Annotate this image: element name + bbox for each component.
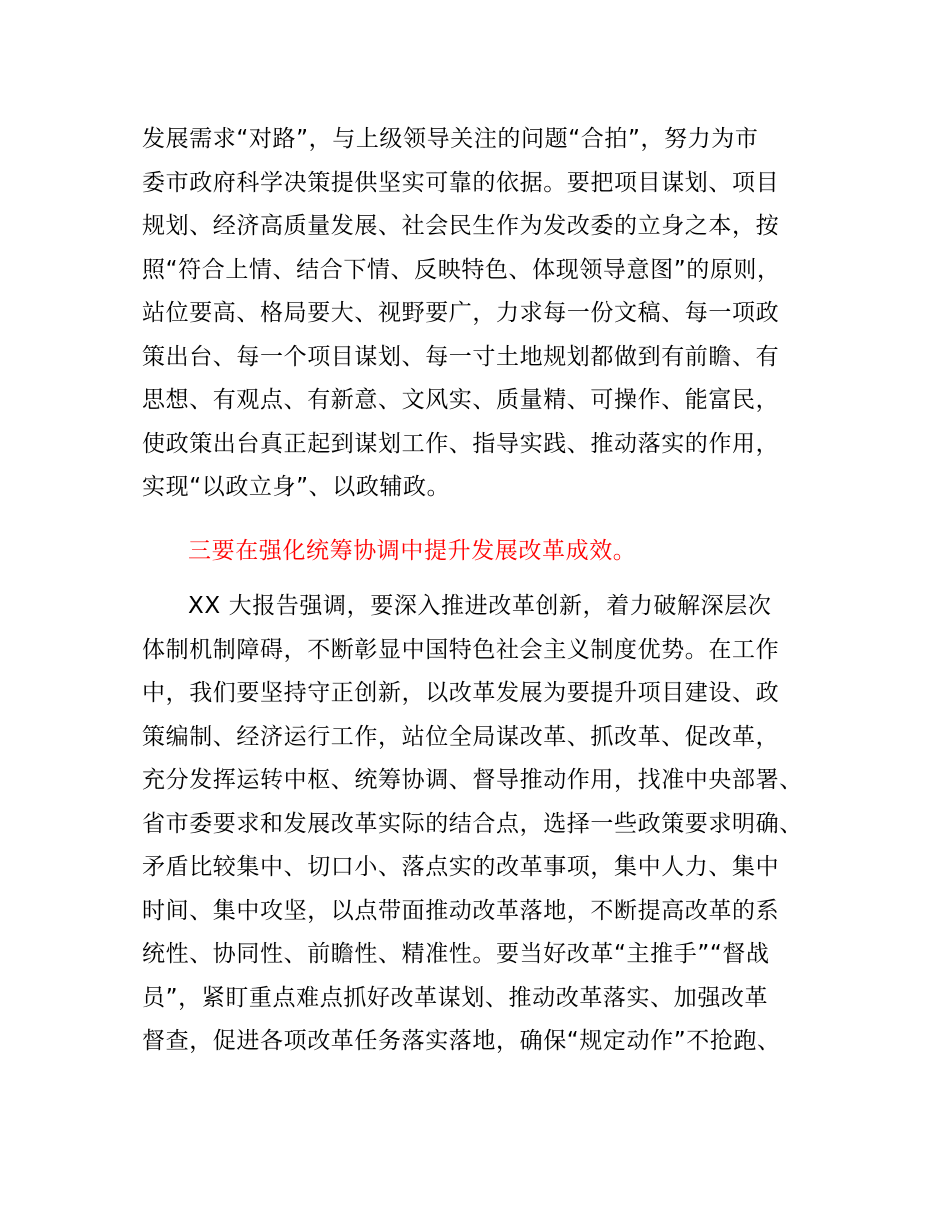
document-body <box>142 118 822 1064</box>
text-line: 站位要高、格局要大、视野要广，力求每一份文稿、每一项政 <box>142 300 780 326</box>
body-paragraph-2 <box>142 585 822 1064</box>
text-line: 照“符合上情、结合下情、反映特色、体现领导意图”的原则， <box>142 256 781 283</box>
text-line: 矛盾比较集中、切口小、落点实的改革事项，集中人力、集中 <box>142 854 780 880</box>
text-line: 策编制、经济运行工作，站位全局谋改革、抓改革、促改革， <box>142 723 780 750</box>
text-line: 督查，促进各项改革任务落实落地，确保“规定动作”不抢跑、 <box>142 1028 781 1054</box>
text-line: 中，我们要坚持守正创新，以改革发展为要提升项目建设、政 <box>142 680 780 706</box>
text-line: 时间、集中攻坚，以点带面推动改革落地，不断提高改革的系 <box>142 897 780 924</box>
text-line: 省市委要求和发展改革实际的结合点，选择一些政策要求明确、 <box>142 810 803 837</box>
text-line: 统性、协同性、前瞻性、精准性。要当好改革“主推手”“督战 <box>142 941 770 967</box>
body-paragraph-1 <box>142 118 822 510</box>
section-heading <box>142 530 822 574</box>
text-line: 员”，紧盯重点难点抓好改革谋划、推动改革落实、加强改革 <box>142 984 769 1011</box>
text-line: 实现“以政立身”、以政辅政。 <box>142 474 451 500</box>
heading-text: 三要在强化统筹协调中提升发展改革成效。 <box>188 537 637 564</box>
text-line: 充分发挥运转中枢、统筹协调、督导推动作用，找准中央部署、 <box>142 767 803 793</box>
text-line: 委市政府科学决策提供坚实可靠的依据。要把项目谋划、项目 <box>142 169 780 196</box>
text-line: 思想、有观点、有新意、文风实、质量精、可操作、能富民， <box>142 387 780 413</box>
text-line: 体制机制障碍，不断彰显中国特色社会主义制度优势。在工作 <box>142 636 780 663</box>
text-line: XX 大报告强调，要深入推进改革创新，着力破解深层次 <box>188 593 772 619</box>
text-line: 使政策出台真正起到谋划工作、指导实践、推动落实的作用， <box>142 430 780 457</box>
text-line: 发展需求“对路”，与上级领导关注的问题“合拍”，努力为市 <box>142 126 759 152</box>
text-line: 规划、经济高质量发展、社会民生作为发改委的立身之本，按 <box>142 213 780 239</box>
text-line: 策出台、每一个项目谋划、每一寸土地规划都做到有前瞻、有 <box>142 343 780 370</box>
